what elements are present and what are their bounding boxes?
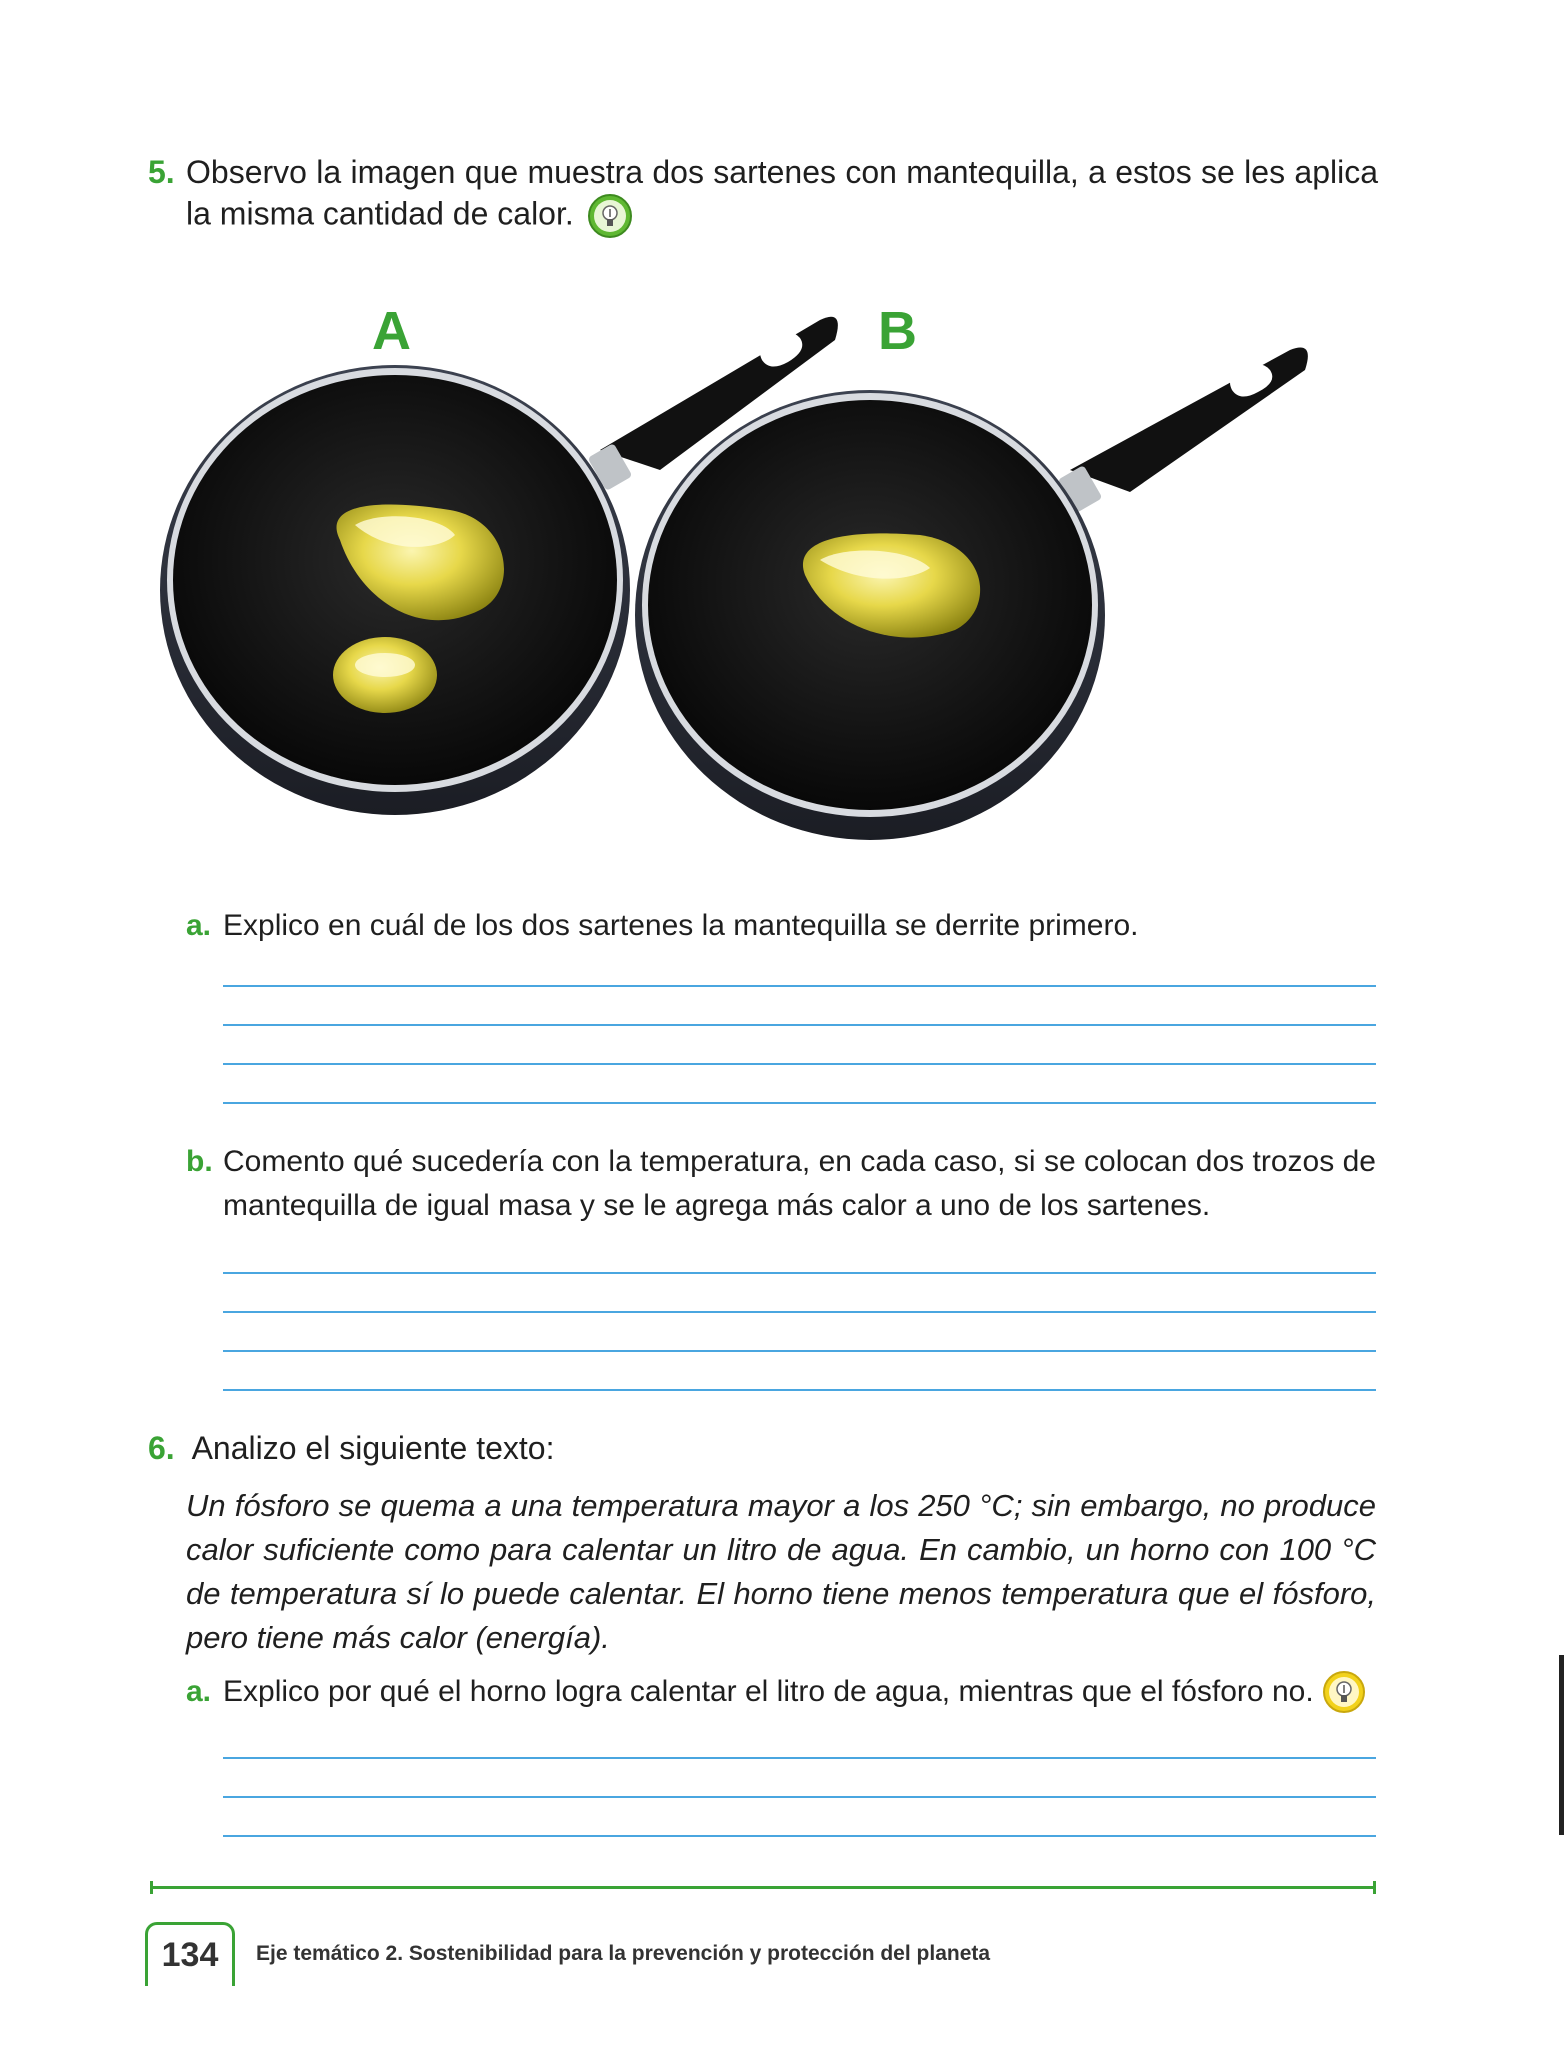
question-5a-text: Explico en cuál de los dos sartenes la mantequilla se derrite primero.: [223, 909, 1139, 942]
question-6-text: Analizo el siguiente texto:: [191, 1430, 555, 1466]
question-5b-letter: b.: [186, 1145, 213, 1178]
lightbulb-icon: [587, 193, 633, 239]
question-6a-text: Explico por qué el horno logra calentar el litro de agua, mientras que el fósforo no.: [223, 1675, 1314, 1708]
footer-rule-tick: [150, 1881, 153, 1894]
pan-b-label: B: [878, 301, 917, 361]
answer-line[interactable]: [223, 1272, 1376, 1274]
question-5b: [186, 1140, 1376, 1228]
answer-line[interactable]: [223, 1757, 1376, 1759]
answer-line[interactable]: [223, 985, 1376, 987]
question-6-passage: Un fósforo se quema a una temperatura mayor a los 250 °C; sin embargo, no produce calor suficiente como para calentar un litro de agua. En cambio, un horno con 100 °C de temperatura sí lo puede calentar. El horno tiene menos temperatura que el fósforo, pero tiene más calor (energía).: [186, 1488, 1376, 1655]
answer-line[interactable]: [223, 1835, 1376, 1837]
answer-line[interactable]: [223, 1024, 1376, 1026]
footer-rule: [150, 1886, 1376, 1889]
question-5a: [186, 904, 1376, 948]
page-edge-marker: [1559, 1655, 1564, 1835]
answer-line[interactable]: [223, 1063, 1376, 1065]
question-6a-letter: a.: [186, 1675, 212, 1708]
question-5a-letter: a.: [186, 909, 212, 942]
answer-line[interactable]: [223, 1311, 1376, 1313]
answer-line[interactable]: [223, 1102, 1376, 1104]
question-6-number: 6.: [148, 1430, 175, 1466]
page-number: 134: [145, 1922, 235, 1986]
question-5-text: Observo la imagen que muestra dos sartenes con mantequilla, a estos se les aplica la misma cantidad de calor.: [186, 154, 1378, 232]
question-5: [148, 152, 1378, 239]
lightbulb-icon: [1322, 1670, 1366, 1714]
question-6: [148, 1428, 1378, 1469]
frying-pans-image: [140, 310, 1320, 850]
question-5-number: 5.: [148, 154, 175, 190]
answer-line[interactable]: [223, 1389, 1376, 1391]
question-5b-text: Comento qué sucedería con la temperatura, en cada caso, si se colocan dos trozos de mantequilla de igual masa y se le agrega más calor a uno de los sartenes.: [223, 1145, 1376, 1222]
pan-b: [635, 348, 1308, 841]
pan-a-label: A: [372, 301, 411, 361]
footer-rule-tick: [1373, 1881, 1376, 1894]
answer-line[interactable]: [223, 1350, 1376, 1352]
question-6a: [186, 1670, 1376, 1714]
answer-line[interactable]: [223, 1796, 1376, 1798]
footer-text: Eje temático 2. Sostenibilidad para la prevención y protección del planeta: [256, 1942, 991, 1965]
